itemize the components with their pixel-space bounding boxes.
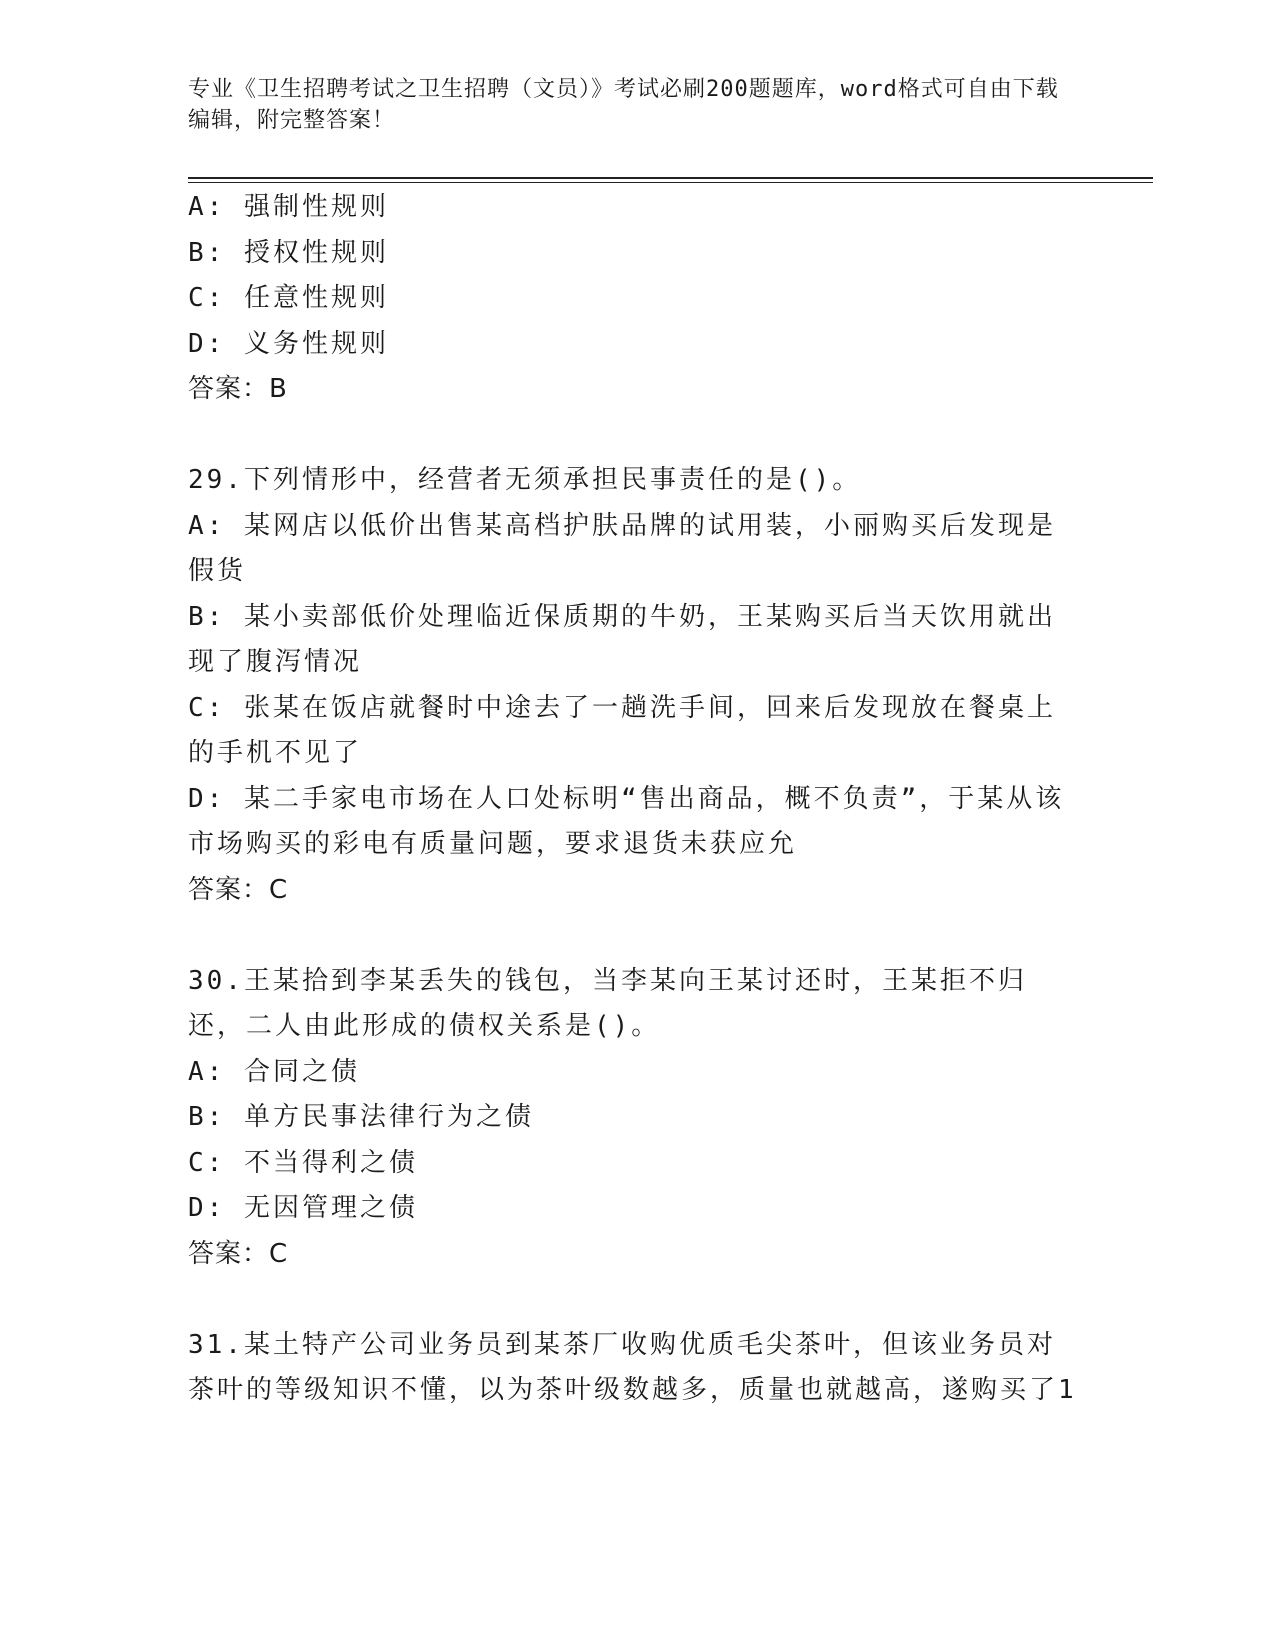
spacer: [188, 413, 1083, 459]
option-a: A: 某网店以低价出售某高档护肤品牌的试用装，小丽购买后发现是假货: [188, 510, 1056, 586]
option-b: B: 授权性规则: [188, 237, 389, 268]
option-b: B: 某小卖部低价处理临近保质期的牛奶，王某购买后当天饮用就出现了腹泻情况: [188, 601, 1056, 677]
header-rule-thick: [188, 177, 1153, 179]
previous-question-block: [188, 185, 1083, 413]
option-a: A: 强制性规则: [188, 192, 389, 222]
option-d: D: 某二手家电市场在人口处标明“售出商品，概不负责”，于某从该市场购买的彩电有质量问题，要求退货未获应允: [188, 783, 1065, 859]
option-a: A: 合同之债: [188, 1056, 360, 1087]
spacer: [188, 913, 1083, 959]
option-d: D: 义务性规则: [188, 328, 389, 359]
answer-line: 答案：B: [188, 374, 288, 404]
question-stem: 29.下列情形中，经营者无须承担民事责任的是()。: [188, 465, 862, 495]
answer-line: 答案：C: [188, 1238, 289, 1269]
spacer: [188, 1277, 1083, 1323]
question-30: [188, 959, 1083, 1278]
document-body: [188, 185, 1083, 1414]
answer-line: 答案：C: [188, 874, 289, 905]
option-c: C: 任意性规则: [188, 283, 389, 313]
option-c: C: 张某在饭店就餐时中途去了一趟洗手间，回来后发现放在餐桌上的手机不见了: [188, 692, 1056, 768]
option-b: B: 单方民事法律行为之债: [188, 1102, 534, 1132]
question-31: [188, 1323, 1083, 1414]
option-c: C: 不当得利之债: [188, 1147, 418, 1178]
document-header: 专业《卫生招聘考试之卫生招聘（文员）》考试必刷200题题库，word格式可自由下载编辑，附完整答案！: [188, 77, 1059, 133]
question-stem: 30.王某拾到李某丢失的钱包，当李某向王某讨还时，王某拒不归还，二人由此形成的债权关系是()。: [188, 965, 1027, 1041]
question-stem: 31.某土特产公司业务员到某茶厂收购优质毛尖茶叶，但该业务员对茶叶的等级知识不懂，以为茶叶级数越多，质量也就越高，遂购买了1: [188, 1329, 1077, 1405]
header-rule-thin: [188, 182, 1153, 183]
question-29: [188, 458, 1083, 913]
option-d: D: 无因管理之债: [188, 1193, 418, 1223]
